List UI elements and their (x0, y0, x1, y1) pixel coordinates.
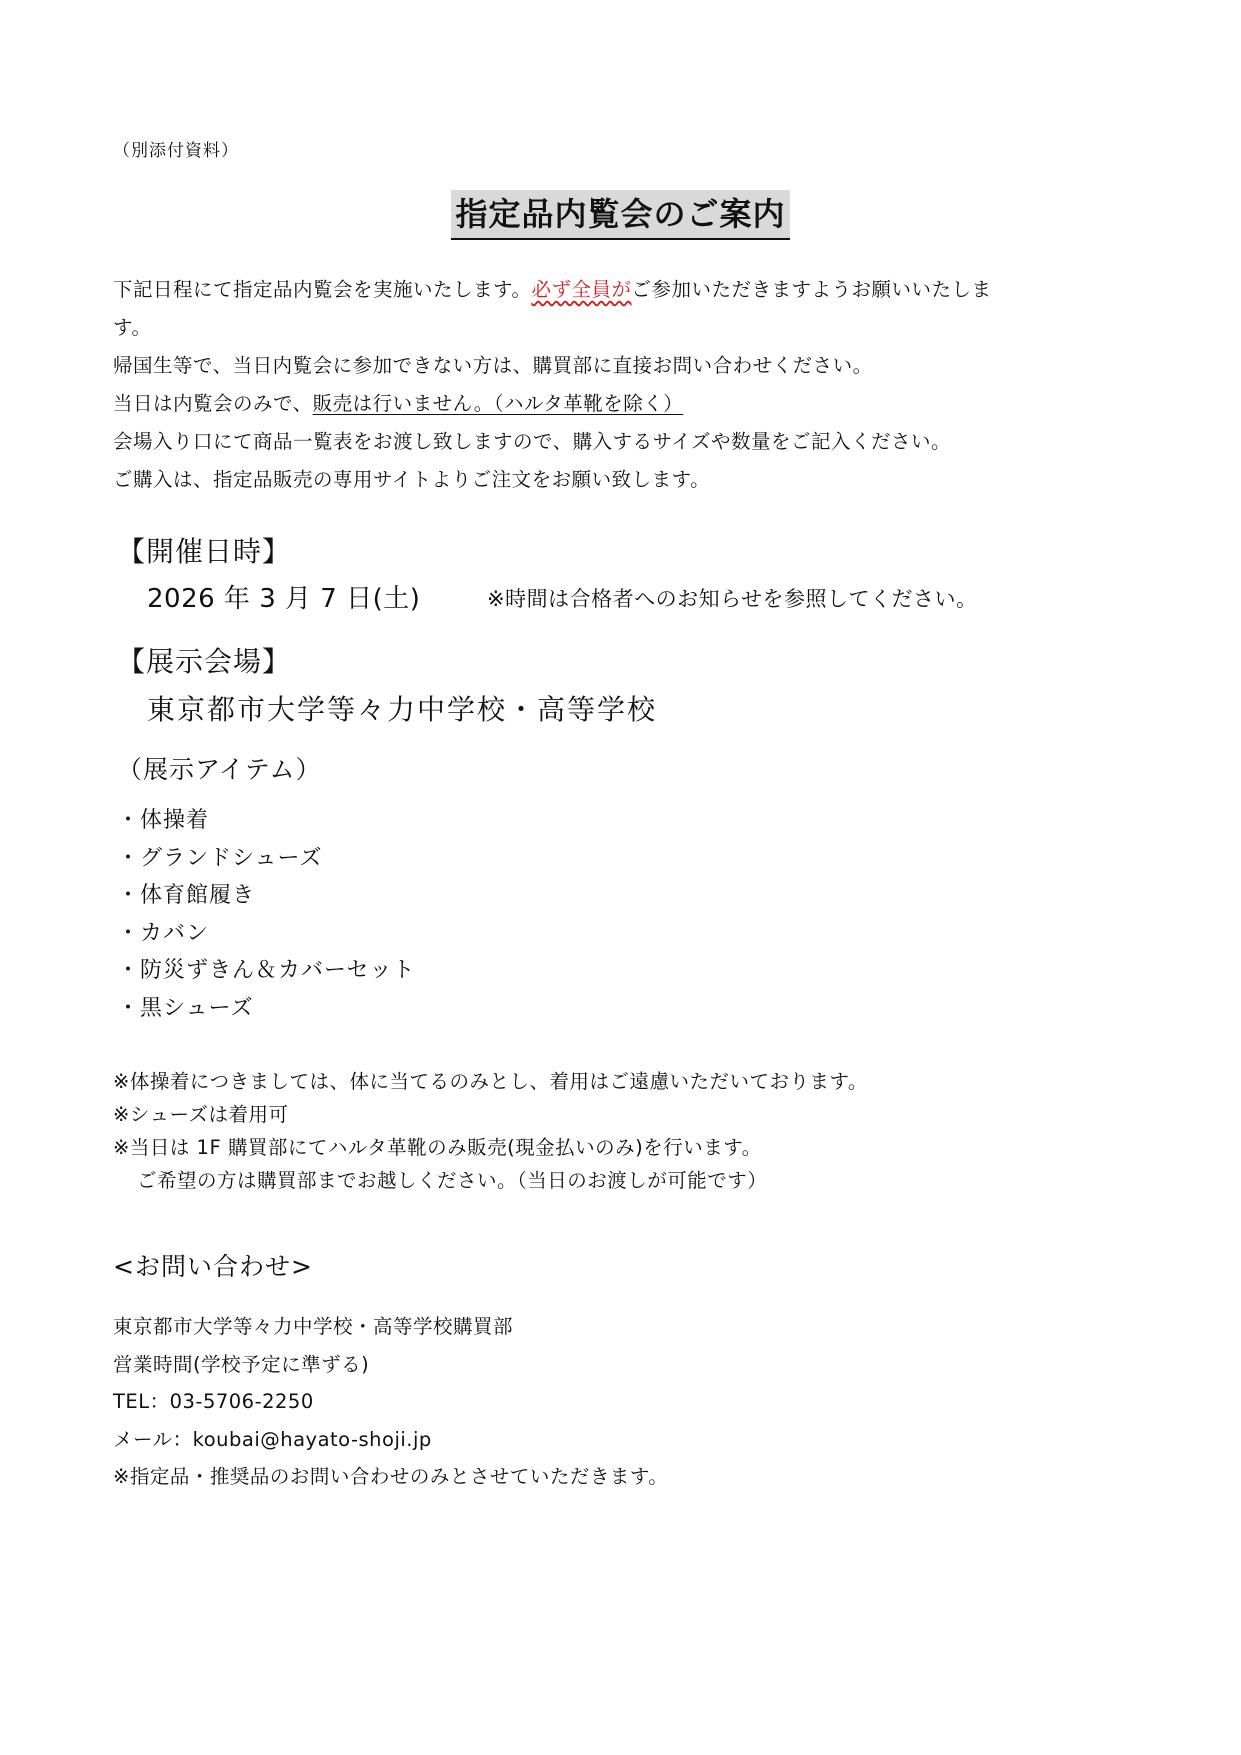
schedule-heading: 【開催日時】 (117, 535, 292, 568)
contact-note: ※指定品・推奨品のお問い合わせのみとさせていただきます。 (113, 1465, 669, 1488)
notes-section (113, 1065, 868, 1197)
items-heading: （展示アイテム） (117, 755, 322, 784)
venue-heading: 【展示会場】 (117, 645, 292, 678)
intro-line-3: 帰国生等で、当日内覧会に参加できない方は、購買部に直接お問い合わせください。 (113, 354, 873, 377)
emphasis-required: 必ず全員が (531, 278, 632, 301)
no-sales-notice: 販売は行いません。（ハルタ革靴を除く） (312, 392, 684, 415)
intro-line-1-after: ご参加いただきますようお願いいたしま (631, 278, 992, 301)
list-item: ・グランドシューズ (117, 845, 323, 871)
contact-tel: TEL：03-5706-2250 (113, 1390, 314, 1413)
note-line: ※シューズは着用可 (113, 1103, 289, 1126)
page-title: 指定品内覧会のご案内 (451, 190, 789, 240)
contact-section (113, 1308, 668, 1496)
intro-line-6: ご購入は、指定品販売の専用サイトよりご注文をお願い致します。 (113, 468, 711, 491)
list-item: ・カバン (117, 920, 210, 946)
note-line: ※体操着につきましては、体に当てるのみとし、着用はご遠慮いただいております。 (113, 1070, 868, 1093)
intro-section (113, 271, 1123, 499)
event-time-note: ※時間は合格者へのお知らせを参照してください。 (487, 587, 978, 611)
intro-line-4-before: 当日は内覧会のみで、 (113, 392, 313, 415)
contact-hours: 営業時間(学校予定に準ずる) (113, 1352, 370, 1376)
list-item: ・黒シューズ (117, 995, 254, 1021)
list-item: ・体育館履き (117, 883, 256, 909)
intro-line-2: す。 (113, 316, 152, 339)
note-line: ※当日は 1F 購買部にてハルタ革靴のみ販売(現金払いのみ)を行います。 (113, 1136, 762, 1159)
intro-line-1 (113, 271, 1123, 309)
items-list (117, 802, 416, 1028)
list-item: ・防災ずきん＆カバーセット (117, 958, 416, 984)
venue-name: 東京都市大学等々力中学校・高等学校 (147, 693, 658, 726)
contact-org: 東京都市大学等々力中学校・高等学校購買部 (113, 1315, 514, 1338)
contact-mail: メール：koubai@hayato-shoji.jp (113, 1427, 432, 1451)
note-line: ご希望の方は購買部までお越しください。（当日のお渡しが可能です） (137, 1169, 768, 1192)
title-container (0, 190, 1241, 240)
list-item: ・体操着 (117, 808, 210, 833)
intro-line-5: 会場入り口にて商品一覧表をお渡し致しますので、購入するサイズや数量をご記入ください。 (113, 430, 952, 453)
attachment-note: （別添付資料） (113, 141, 239, 161)
event-date: 2026 年 3 月 7 日(土) (147, 584, 421, 614)
contact-heading: <お問い合わせ> (113, 1252, 313, 1281)
intro-line-4 (113, 385, 1123, 423)
intro-line-1-before: 下記日程にて指定品内覧会を実施いたします。 (113, 278, 532, 301)
